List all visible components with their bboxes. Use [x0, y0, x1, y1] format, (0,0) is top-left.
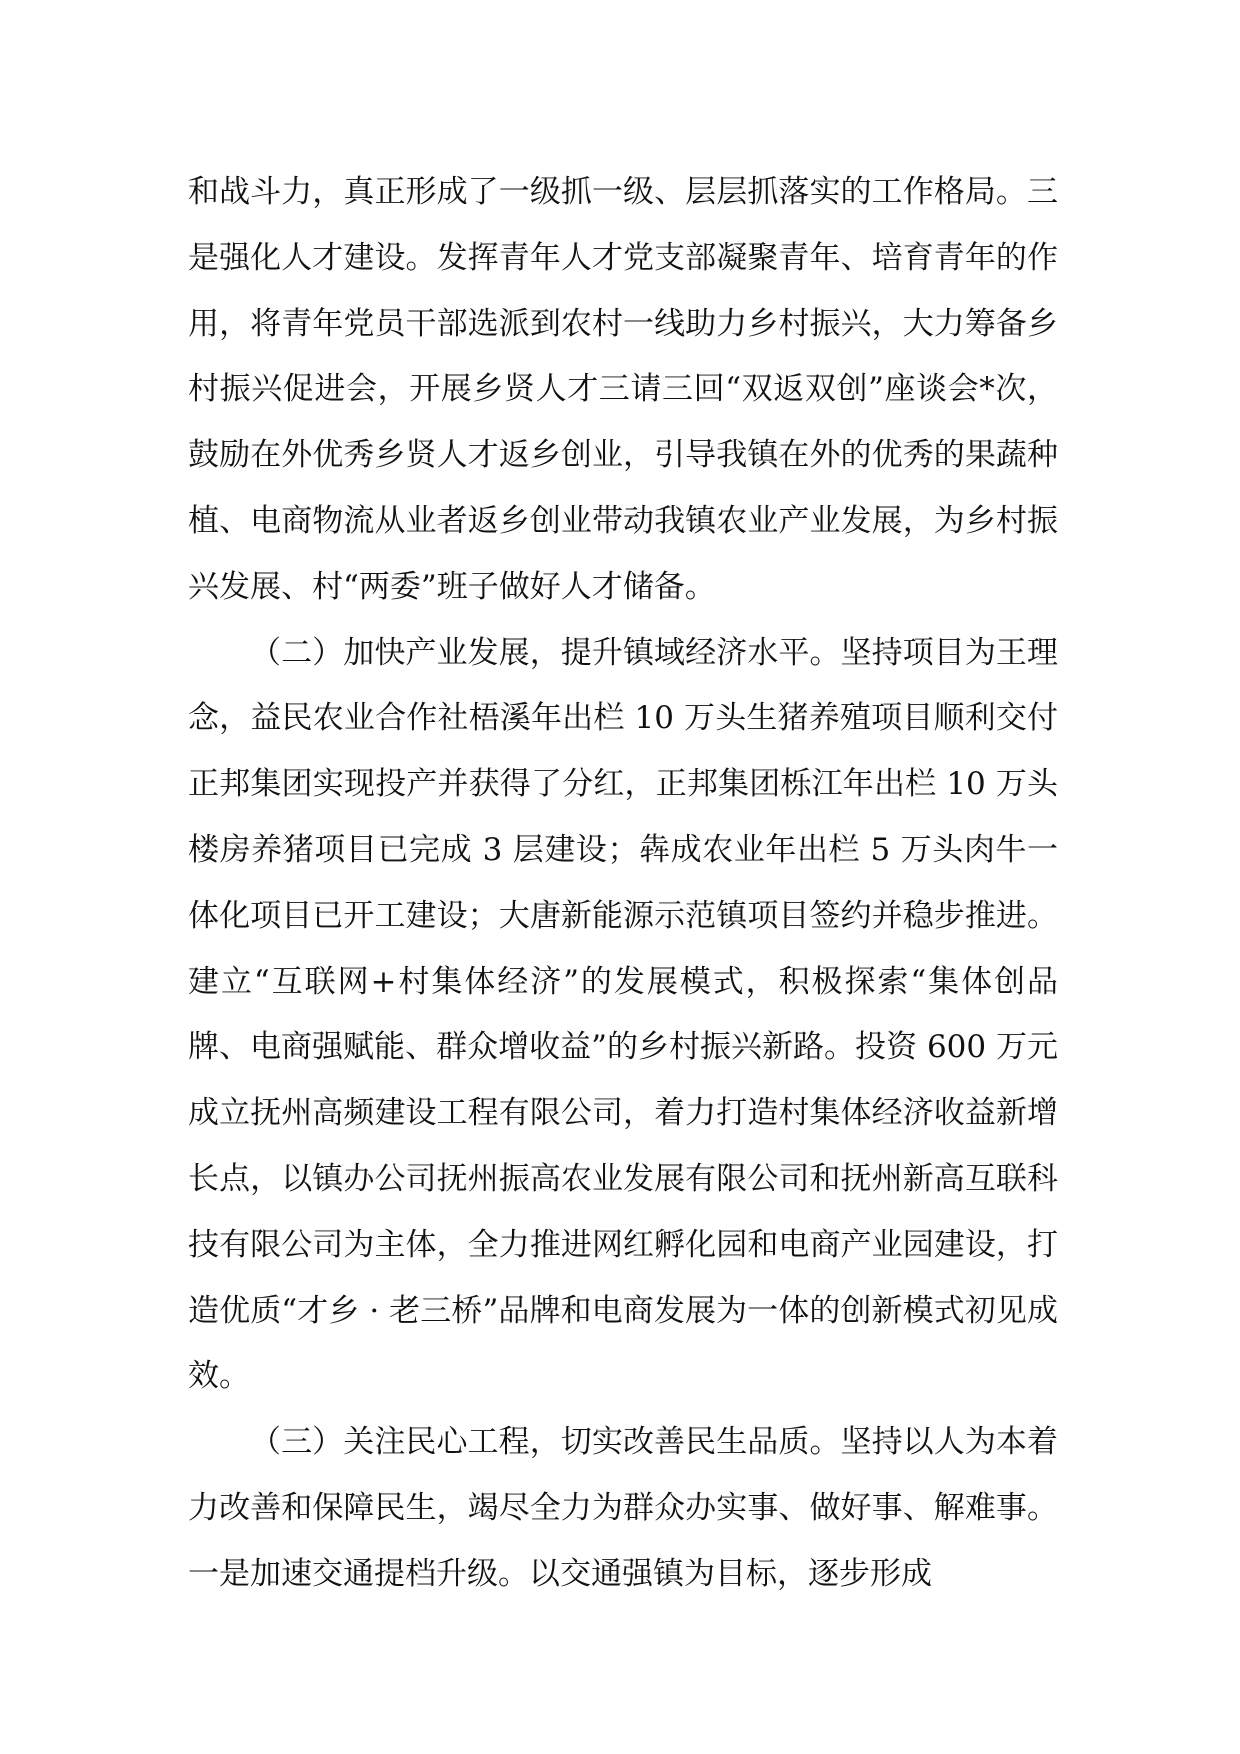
paragraph-industry-development: （二）加快产业发展，提升镇域经济水平。坚持项目为王理念，益民农业合作社梧溪年出栏 10 万头生猪养殖项目顺利交付正邦集团实现投产并获得了分红，正邦集团栎江年出栏 10 万头楼房养猪项目已完成 3 层建设；犇成农业年出栏 5 万头肉牛一体化项目已开工建设；大唐新能源示范镇项目签约并稳步推进。建立“互联网+村集体经济”的发展模式，积极探索“集体创品牌、电商强赋能、群众增收益”的乡村振兴新路。投资 600 万元成立抚州高频建设工程有限公司，着力打造村集体经济收益新增长点，以镇办公司抚州振高农业发展有限公司和抚州新高互联科技有限公司为主体，全力推进网红孵化园和电商产业园建设，打造优质“才乡 · 老三桥”品牌和电商发展为一体的创新模式初见成效。: [188, 634, 1058, 1395]
paragraph-livelihood-projects: （三）关注民心工程，切实改善民生品质。坚持以人为本着力改善和保障民生，竭尽全力为群众办实事、做好事、解难事。一是加速交通提档升级。以交通强镇为目标，逐步形成: [188, 1424, 1058, 1592]
paragraph-talent-building: 和战斗力，真正形成了一级抓一级、层层抓落实的工作格局。三是强化人才建设。发挥青年人才党支部凝聚青年、培育青年的作用，将青年党员干部选派到农村一线助力乡村振兴，大力筹备乡村振兴促进会，开展乡贤人才三请三回“双返双创”座谈会*次，鼓励在外优秀乡贤人才返乡创业，引导我镇在外的优秀的果蔬种植、电商物流从业者返乡创业带动我镇农业产业发展，为乡村振兴发展、村“两委”班子做好人才储备。: [188, 174, 1058, 605]
document-body: [188, 160, 1058, 1608]
